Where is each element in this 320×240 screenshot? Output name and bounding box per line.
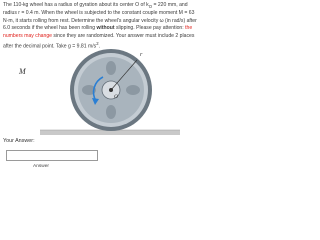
wheel-hole (126, 85, 140, 95)
your-answer-label: Your Answer: (3, 138, 35, 144)
superscript-2: 2 (96, 41, 99, 47)
label-o: O (114, 94, 118, 100)
answer-caption: Answer (33, 164, 49, 169)
randomized-warning: the numbers may change (3, 25, 193, 39)
wheel-hole (106, 61, 116, 75)
label-m: M (19, 67, 26, 76)
label-r: r (140, 52, 143, 58)
wheel-diagram (0, 40, 200, 140)
problem-statement: The 110-kg wheel has a radius of gyration about its center O of $k_O = 220$ mm, and radius r = 0.4 m. When the wheel is subjected to the constant couple moment M = 63 N·m, it starts rolling from rest. Determine the wheel's angular velocity ω (in rad/s) after 6.0 seconds if the wheel has been rolling without slipping. Please pay attention: the numbers may change since they are randomized. Your answer must include 2 places after the decimal point. Take g = 9.81 $m/s^2$. (3, 2, 197, 50)
wheel-figure (0, 40, 200, 140)
emphasis-without: without (96, 25, 115, 32)
wheel-hole (106, 105, 116, 119)
answer-input[interactable] (6, 150, 98, 161)
subscript-o: O (148, 4, 153, 10)
